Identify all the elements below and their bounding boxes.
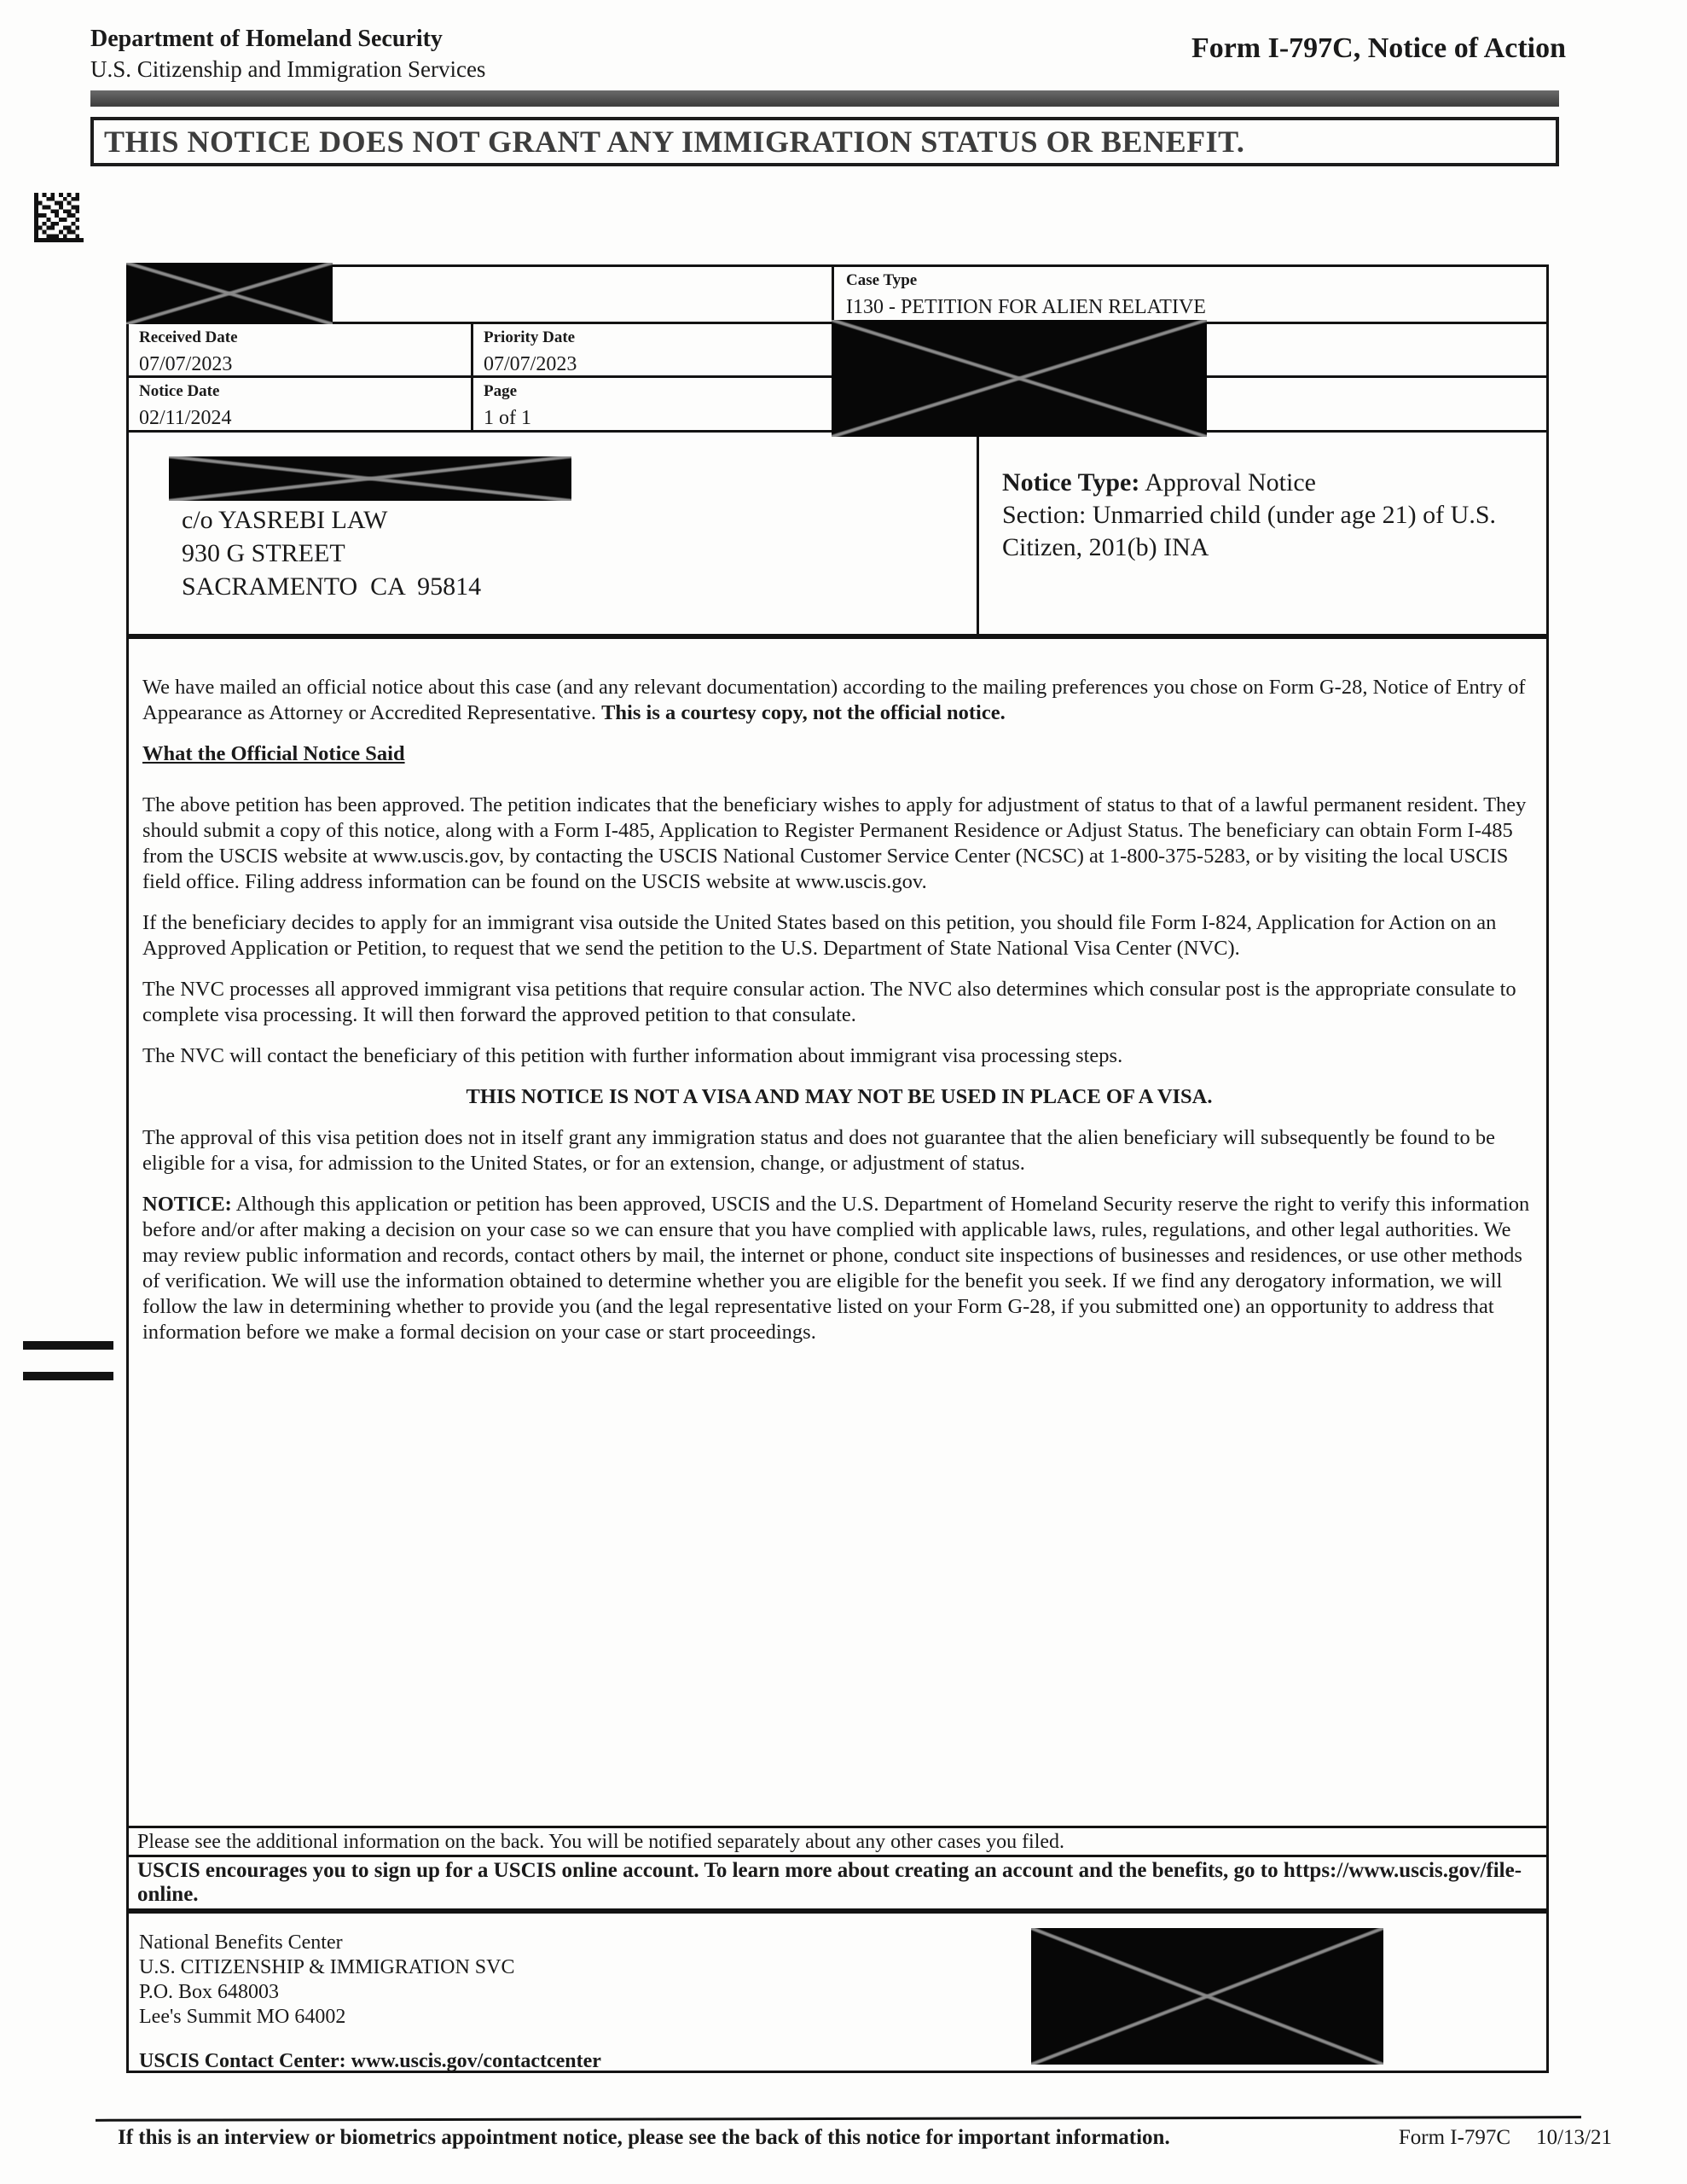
section-label: Section: (1002, 501, 1087, 529)
notice-type-block (1002, 467, 1548, 564)
uscis-contact-center-line: USCIS Contact Center: www.uscis.gov/contactcenter (139, 2050, 601, 2072)
recipient-address-block (182, 503, 481, 603)
nvc-contact-paragraph: The NVC will contact the beneficiary of this petition with further information about immigrant visa processing steps. (142, 1044, 1123, 1067)
courtesy-paragraph (142, 675, 1536, 726)
redacted-beneficiary-info (832, 320, 1207, 437)
nvc-process-paragraph: The NVC processes all approved immigrant visa petitions that require consular action. The NVC also determines which consular post is the appropriate consulate to complete visa processing. It will then forward the approved petition to that consulate. (142, 978, 1516, 1026)
notice-date-label: Notice Date (139, 382, 220, 400)
notice-text: Although this application or petition has been approved, USCIS and the U.S. Department of Homeland Security reserve the right to verify this information before and/or after making a decision on your case so we can ensure that you have complied with applicable laws, rules, regulations, and other legal authorities. We may review public information and records, contact others by mail, the internet or phone, conduct site inspections of businesses and residences, or use other methods of verification. We will use the information obtained to determine whether you are eligible for the benefit you seek. If we find any derogatory information, we will follow the law in determining whether to provide you (and the legal representative listed on your Form G-28, if you submitted one) an opportunity to address that information before we make a formal decision on your case or start proceedings. (142, 1193, 1530, 1344)
section-divider (977, 433, 979, 634)
received-date-cell (129, 324, 471, 375)
service-center-block (139, 1931, 601, 2074)
courtesy-bold-text: This is a courtesy copy, not the official notice. (601, 701, 1006, 724)
registration-mark (23, 1341, 113, 1350)
priority-date-label: Priority Date (484, 328, 576, 346)
recipient-city-state-zip: SACRAMENTO CA 95814 (182, 572, 482, 601)
no-benefit-banner-text: THIS NOTICE DOES NOT GRANT ANY IMMIGRATION STATUS OR BENEFIT. (104, 125, 1245, 159)
row-divider (129, 1855, 1546, 1857)
redacted-stamp-area (1031, 1928, 1383, 2065)
page-value: 1 of 1 (484, 407, 531, 429)
page-label: Page (484, 382, 518, 400)
courtesy-text: We have mailed an official notice about this case (and any relevant documentation) according to the mailing preferences you chose on Form G-28, Notice of Entry of Appearance as Attorney or Accredited Representative. (142, 676, 1526, 724)
data-matrix-barcode-icon (34, 193, 84, 242)
service-center-name: National Benefits Center (139, 1931, 343, 1954)
footer-form-code (1399, 2126, 1612, 2150)
header-divider-bar (90, 90, 1559, 107)
received-date-value: 07/07/2023 (139, 353, 233, 375)
notice-date-cell (129, 378, 471, 430)
service-center-org: U.S. CITIZENSHIP & IMMIGRATION SVC (139, 1956, 515, 1978)
notice-type-label: Notice Type: (1002, 468, 1140, 497)
no-status-paragraph: The approval of this visa petition does not in itself grant any immigration status and does not guarantee that the alien beneficiary will subsequently be found to be eligible for a visa, for admission to the United States, or for an extension, change, or adjustment of status. (142, 1126, 1495, 1175)
sub-agency-title: U.S. Citizenship and Immigration Services (90, 56, 486, 82)
approval-paragraph: The above petition has been approved. The petition indicates that the beneficiary wishes to apply for adjustment of status to that of a lawful permanent resident. They should submit a copy of this notice, along with a Form I-485, Application to Register Permanent Residence or Adjust Status. The beneficiary can obtain Form I-485 from the USCIS website at www.uscis.gov, by contacting the USCIS National Customer Service Center (NCSC) at 1-800-375-5283, or by visiting the local USCIS field office. Filing address information can be found on the USCIS website at www.uscis.gov. (142, 793, 1527, 893)
form-code: Form I-797C (1398, 2126, 1511, 2149)
revision-date: 10/13/21 (1536, 2126, 1612, 2149)
i824-paragraph: If the beneficiary decides to apply for an immigrant visa outside the United States based on this petition, you should file Form I-824, Application for Action on an Approved Application or Petition, to request that we send the petition to the U.S. Department of State National Visa Center (NVC). (142, 911, 1497, 960)
notice-type-line (1002, 467, 1548, 499)
received-date-label: Received Date (139, 328, 238, 346)
row-divider-thick (129, 1908, 1546, 1914)
verification-notice-paragraph (142, 1192, 1536, 1345)
agency-title: Department of Homeland Security (90, 26, 443, 52)
page-cell (471, 378, 832, 430)
section-divider-thick (129, 634, 1546, 639)
service-center-city: Lee's Summit MO 64002 (139, 2006, 346, 2028)
section-value: Unmarried child (under age 21) of U.S. Citizen, 201(b) INA (1002, 501, 1497, 561)
section-line (1002, 499, 1548, 564)
priority-date-cell (471, 324, 832, 375)
footer-note: If this is an interview or biometrics appointment notice, please see the back of this notice for important information. (118, 2126, 1170, 2149)
official-notice-heading: What the Official Notice Said (142, 742, 405, 765)
priority-date-value: 07/07/2023 (484, 353, 577, 375)
service-center-pobox: P.O. Box 648003 (139, 1981, 280, 2003)
not-a-visa-warning: THIS NOTICE IS NOT A VISA AND MAY NOT BE USED IN PLACE OF A VISA. (466, 1085, 1213, 1108)
notice-main-box (126, 264, 1549, 2073)
back-info-note: Please see the additional information on the back. You will be notified separately about any other cases you filed. (137, 1831, 1065, 1853)
notice-label: NOTICE: (142, 1193, 232, 1216)
case-type-value: I130 - PETITION FOR ALIEN RELATIVE (846, 296, 1206, 318)
notice-body (142, 675, 1536, 1361)
case-type-cell (832, 267, 1546, 322)
footer-rule (96, 2116, 1581, 2122)
online-account-note: USCIS encourages you to sign up for a USCIS online account. To learn more about creating an account and the benefits, go to https://www.uscis.gov/file-online. (137, 1859, 1522, 1906)
redacted-recipient-name (169, 456, 571, 501)
form-title: Form I-797C, Notice of Action (1191, 32, 1566, 64)
notice-date-value: 02/11/2024 (139, 407, 232, 429)
redacted-receipt-number (126, 263, 333, 324)
recipient-street: 930 G STREET (182, 539, 345, 567)
no-benefit-banner (90, 117, 1559, 166)
recipient-care-of: c/o YASREBI LAW (182, 506, 388, 534)
registration-mark (23, 1372, 113, 1380)
case-type-label: Case Type (846, 271, 918, 289)
row-divider (129, 1826, 1546, 1828)
notice-type-value: Approval Notice (1139, 468, 1316, 497)
